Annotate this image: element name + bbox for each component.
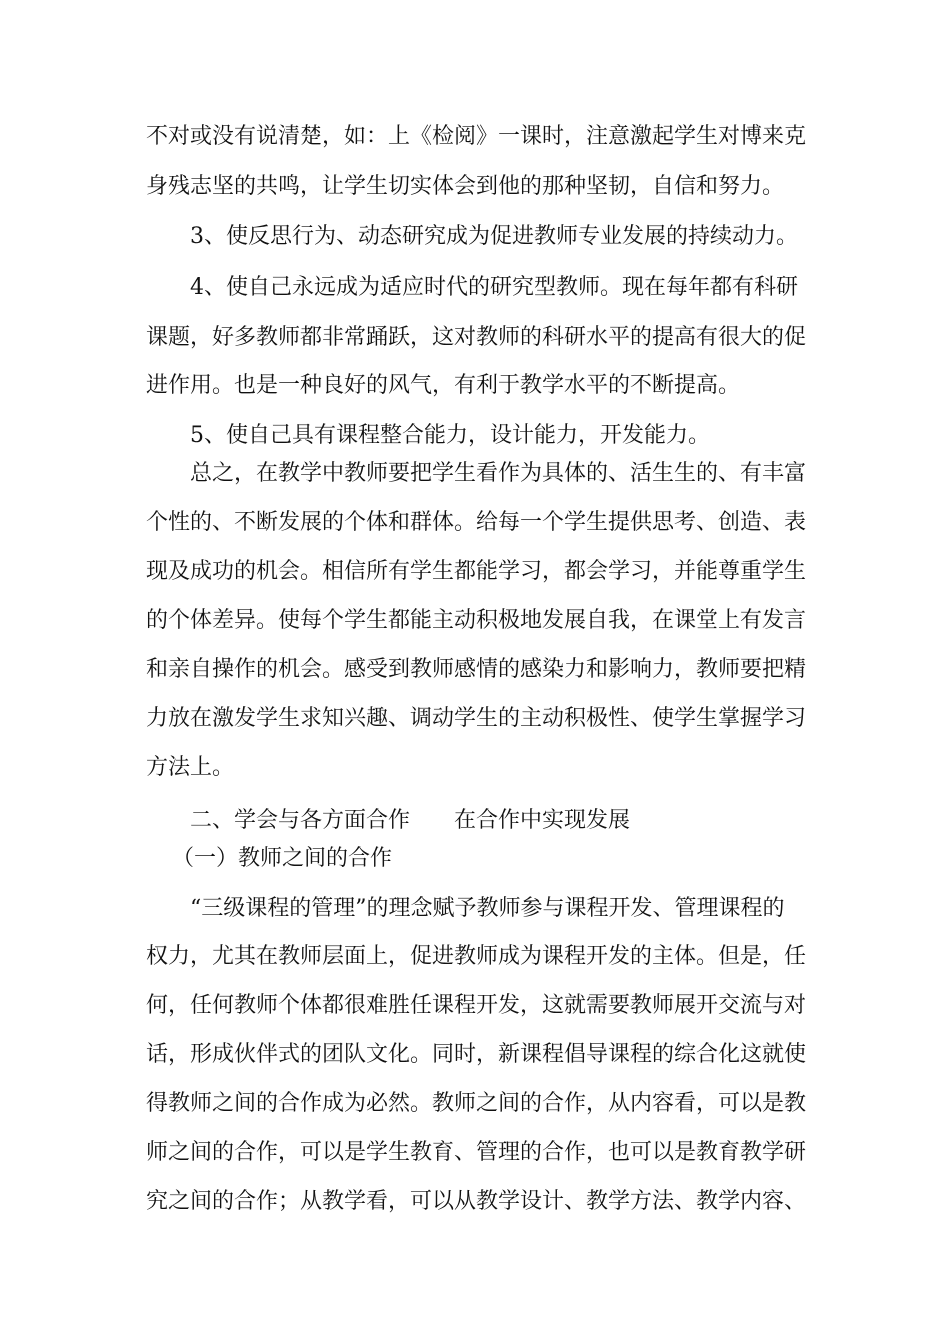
text-line: 课题，好多教师都非常踊跃，这对教师的科研水平的提高有很大的促 — [146, 325, 807, 350]
list-item-4: 4、使自己永远成为适应时代的研究型教师。现在每年都有科研 — [190, 275, 798, 300]
list-item-3: 3、使反思行为、动态研究成为促进教师专业发展的持续动力。 — [190, 224, 798, 249]
text-line: 方法上。 — [146, 755, 235, 780]
paragraph-start: “三级课程的管理”的理念赋予教师参与课程开发、管理课程的 — [190, 896, 785, 921]
list-item-5: 5、使自己具有课程整合能力，设计能力，开发能力。 — [190, 423, 710, 448]
text-line: 身残志坚的共鸣，让学生切实体会到他的那种坚韧，自信和努力。 — [146, 174, 785, 199]
paragraph-summary-start: 总之，在教学中教师要把学生看作为具体的、活生生的、有丰富 — [190, 461, 807, 486]
text-line: 的个体差异。使每个学生都能主动积极地发展自我，在课堂上有发言 — [146, 608, 807, 633]
text-line: 究之间的合作；从教学看，可以从教学设计、教学方法、教学内容、 — [146, 1189, 807, 1214]
text-line: 得教师之间的合作成为必然。教师之间的合作，从内容看，可以是教 — [146, 1091, 807, 1116]
text-line: 不对或没有说清楚，如：上《检阅》一课时，注意激起学生对博来克 — [146, 124, 807, 149]
text-line: 和亲自操作的机会。感受到教师感情的感染力和影响力，教师要把精 — [146, 657, 807, 682]
text-line: 权力，尤其在教师层面上，促进教师成为课程开发的主体。但是，任 — [146, 944, 807, 969]
text-line: 个性的、不断发展的个体和群体。给每一个学生提供思考、创造、表 — [146, 510, 807, 535]
text-line: 现及成功的机会。相信所有学生都能学习，都会学习，并能尊重学生 — [146, 559, 807, 584]
text-line: 何，任何教师个体都很难胜任课程开发，这就需要教师展开交流与对 — [146, 993, 807, 1018]
subsection-heading: （一）教师之间的合作 — [172, 846, 393, 871]
text-line: 力放在激发学生求知兴趣、调动学生的主动积极性、使学生掌握学习 — [146, 706, 807, 731]
text-line: 师之间的合作，可以是学生教育、管理的合作，也可以是教育教学研 — [146, 1140, 807, 1165]
text-line: 进作用。也是一种良好的风气，有利于教学水平的不断提高。 — [146, 373, 741, 398]
text-line: 话，形成伙伴式的团队文化。同时，新课程倡导课程的综合化这就使 — [146, 1042, 807, 1067]
section-heading: 二、学会与各方面合作 在合作中实现发展 — [190, 808, 631, 833]
